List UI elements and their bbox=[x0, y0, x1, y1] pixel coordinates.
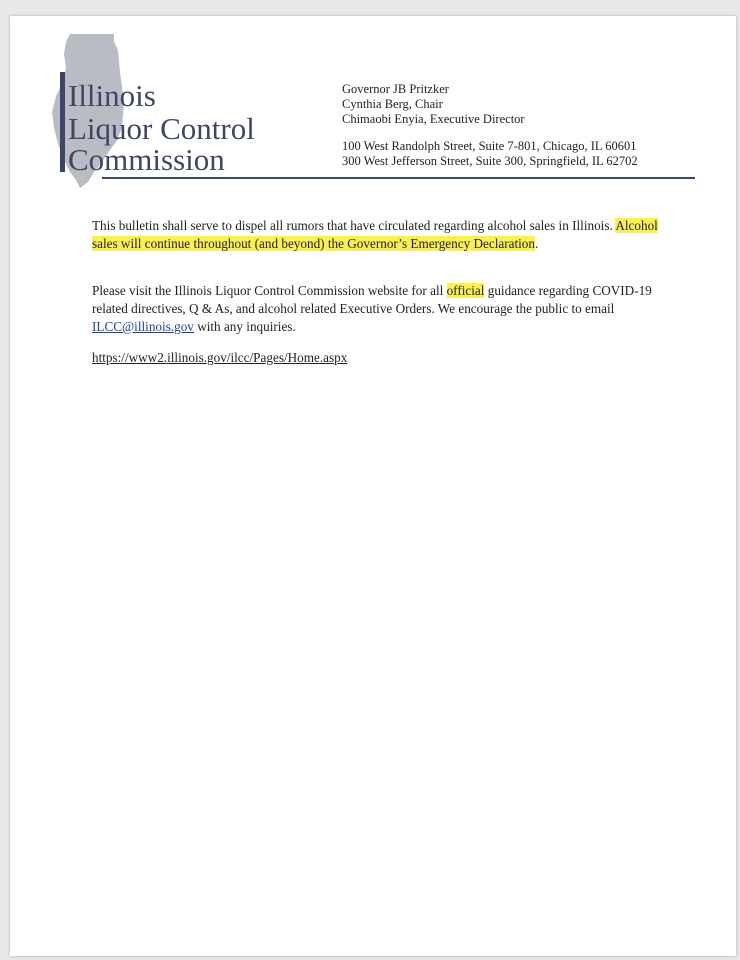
bulletin-intro: This bulletin shall serve to dispel all rumors that have circulated regarding alcohol sales in Illinois. bbox=[92, 218, 616, 233]
logo-line-commission: Commission bbox=[68, 142, 225, 177]
document-page bbox=[10, 16, 736, 956]
bulletin-period: . bbox=[535, 236, 539, 251]
guidance-paragraph bbox=[92, 282, 662, 336]
logo-line-illinois: Illinois bbox=[68, 78, 156, 113]
email-link[interactable]: ILCC@illinois.gov bbox=[92, 319, 194, 334]
website-link[interactable]: https://www2.illinois.gov/ilcc/Pages/Home.aspx bbox=[92, 350, 348, 365]
address-springfield: 300 West Jefferson Street, Suite 300, Springfield, IL 62702 bbox=[342, 154, 638, 168]
officials-block bbox=[342, 82, 525, 127]
guidance-end: with any inquiries. bbox=[193, 319, 296, 334]
header-divider bbox=[102, 177, 695, 179]
bulletin-paragraph bbox=[92, 217, 662, 253]
highlighted-statement: Alcohol sales will continue throughout (and beyond) the Governor’s Emergency Declaration bbox=[92, 218, 658, 251]
address-block bbox=[342, 139, 638, 169]
logo-accent-bar bbox=[60, 72, 65, 172]
official-governor: Governor JB Pritzker bbox=[342, 82, 449, 96]
guidance-start: Please visit the Illinois Liquor Control Commission website for all bbox=[92, 283, 447, 298]
official-director: Chimaobi Enyia, Executive Director bbox=[342, 112, 525, 126]
url-paragraph bbox=[92, 349, 662, 367]
guidance-middle: guidance regarding COVID-19 related directives, Q & As, and alcohol related Executive Orders. We encourage the public to email bbox=[92, 283, 652, 316]
highlighted-word: official bbox=[446, 283, 485, 298]
logo-wordmark bbox=[68, 80, 255, 175]
address-chicago: 100 West Randolph Street, Suite 7-801, Chicago, IL 60601 bbox=[342, 139, 637, 153]
logo-line-liquor-control: Liquor Control bbox=[68, 111, 255, 146]
official-chair: Cynthia Berg, Chair bbox=[342, 97, 443, 111]
